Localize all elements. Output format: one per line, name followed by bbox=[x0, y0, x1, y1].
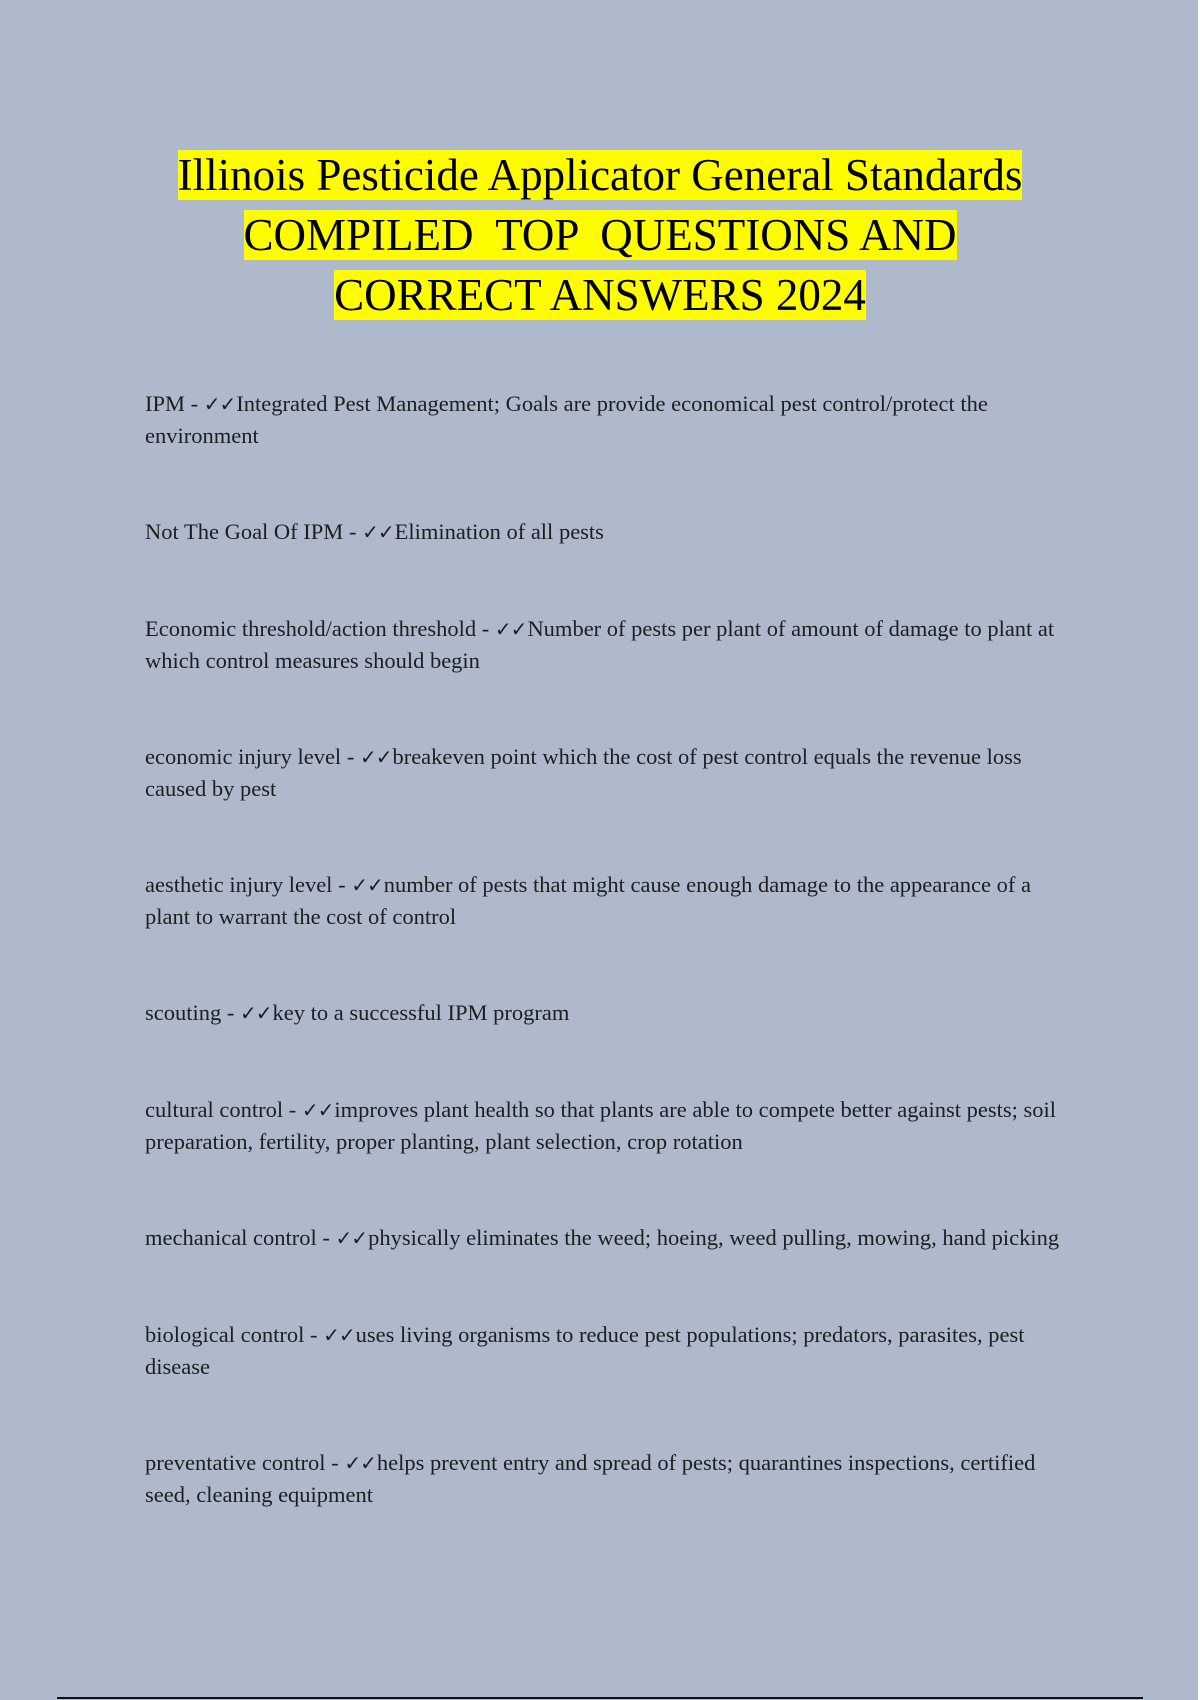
entry-separator: - bbox=[221, 1000, 240, 1025]
double-check-icon: ✓✓ bbox=[323, 1323, 355, 1347]
entry-term: Economic threshold/action threshold bbox=[145, 616, 477, 641]
entry-separator: - bbox=[325, 1450, 345, 1475]
entry-separator: - bbox=[283, 1097, 302, 1122]
qa-list bbox=[145, 388, 1060, 1575]
entry-answer: Elimination of all pests bbox=[394, 519, 604, 544]
qa-entry bbox=[145, 1094, 1060, 1157]
entry-term: aesthetic injury level bbox=[145, 872, 333, 897]
entry-answer: uses living organisms to reduce pest populations; predators, parasites, pest disease bbox=[145, 1322, 1025, 1379]
double-check-icon: ✓✓ bbox=[335, 1226, 368, 1250]
entry-answer: key to a successful IPM program bbox=[272, 1000, 570, 1025]
entry-answer: physically eliminates the weed; hoeing, weed pulling, mowing, hand picking bbox=[368, 1225, 1060, 1250]
qa-entry bbox=[145, 516, 1060, 548]
qa-entry bbox=[145, 1319, 1060, 1382]
qa-entry bbox=[145, 1447, 1060, 1510]
document-title bbox=[100, 145, 1100, 325]
qa-entry bbox=[145, 1222, 1060, 1254]
qa-entry bbox=[145, 997, 1060, 1029]
entry-separator: - bbox=[332, 872, 352, 897]
entry-answer: helps prevent entry and spread of pests; quarantines inspections, certified seed, cleaning equipment bbox=[145, 1450, 1036, 1507]
entry-term: scouting bbox=[145, 1000, 222, 1025]
entry-separator: - bbox=[343, 519, 363, 544]
double-check-icon: ✓✓ bbox=[362, 520, 394, 544]
entry-separator: - bbox=[476, 616, 495, 641]
double-check-icon: ✓✓ bbox=[203, 392, 236, 416]
double-check-icon: ✓✓ bbox=[344, 1451, 376, 1475]
title-line-1: Illinois Pesticide Applicator General Standards bbox=[177, 150, 1023, 200]
double-check-icon: ✓✓ bbox=[301, 1098, 334, 1122]
double-check-icon: ✓✓ bbox=[240, 1001, 272, 1025]
double-check-icon: ✓✓ bbox=[494, 617, 527, 641]
qa-entry bbox=[145, 613, 1060, 676]
entry-term: Not The Goal Of IPM bbox=[145, 519, 344, 544]
entry-answer: improves plant health so that plants are able to compete better against pests; soil preparation, fertility, proper planting, plant selection, crop rotation bbox=[145, 1097, 1057, 1154]
entry-answer: breakeven point which the cost of pest control equals the revenue loss caused by pest bbox=[145, 744, 1022, 801]
entry-term: mechanical control bbox=[145, 1225, 317, 1250]
page-bottom-rule bbox=[57, 1697, 1143, 1699]
entry-answer: Integrated Pest Management; Goals are provide economical pest control/protect the environment bbox=[145, 391, 988, 448]
entry-separator: - bbox=[316, 1225, 336, 1250]
double-check-icon: ✓✓ bbox=[351, 873, 383, 897]
entry-separator: - bbox=[185, 391, 204, 416]
double-check-icon: ✓✓ bbox=[359, 745, 392, 769]
entry-term: preventative control bbox=[145, 1450, 326, 1475]
entry-answer: number of pests that might cause enough damage to the appearance of a plant to warrant the cost of control bbox=[145, 872, 1031, 929]
qa-entry bbox=[145, 869, 1060, 932]
entry-term: biological control bbox=[145, 1322, 305, 1347]
entry-term: economic injury level bbox=[145, 744, 342, 769]
entry-answer: Number of pests per plant of amount of damage to plant at which control measures should begin bbox=[145, 616, 1055, 673]
entry-separator: - bbox=[341, 744, 360, 769]
title-line-3: CORRECT ANSWERS 2024 bbox=[334, 270, 866, 320]
qa-entry bbox=[145, 388, 1060, 451]
title-line-2: COMPILED TOP QUESTIONS AND bbox=[243, 210, 957, 260]
entry-term: cultural control bbox=[145, 1097, 284, 1122]
entry-term: IPM bbox=[145, 391, 186, 416]
entry-separator: - bbox=[304, 1322, 324, 1347]
qa-entry bbox=[145, 741, 1060, 804]
